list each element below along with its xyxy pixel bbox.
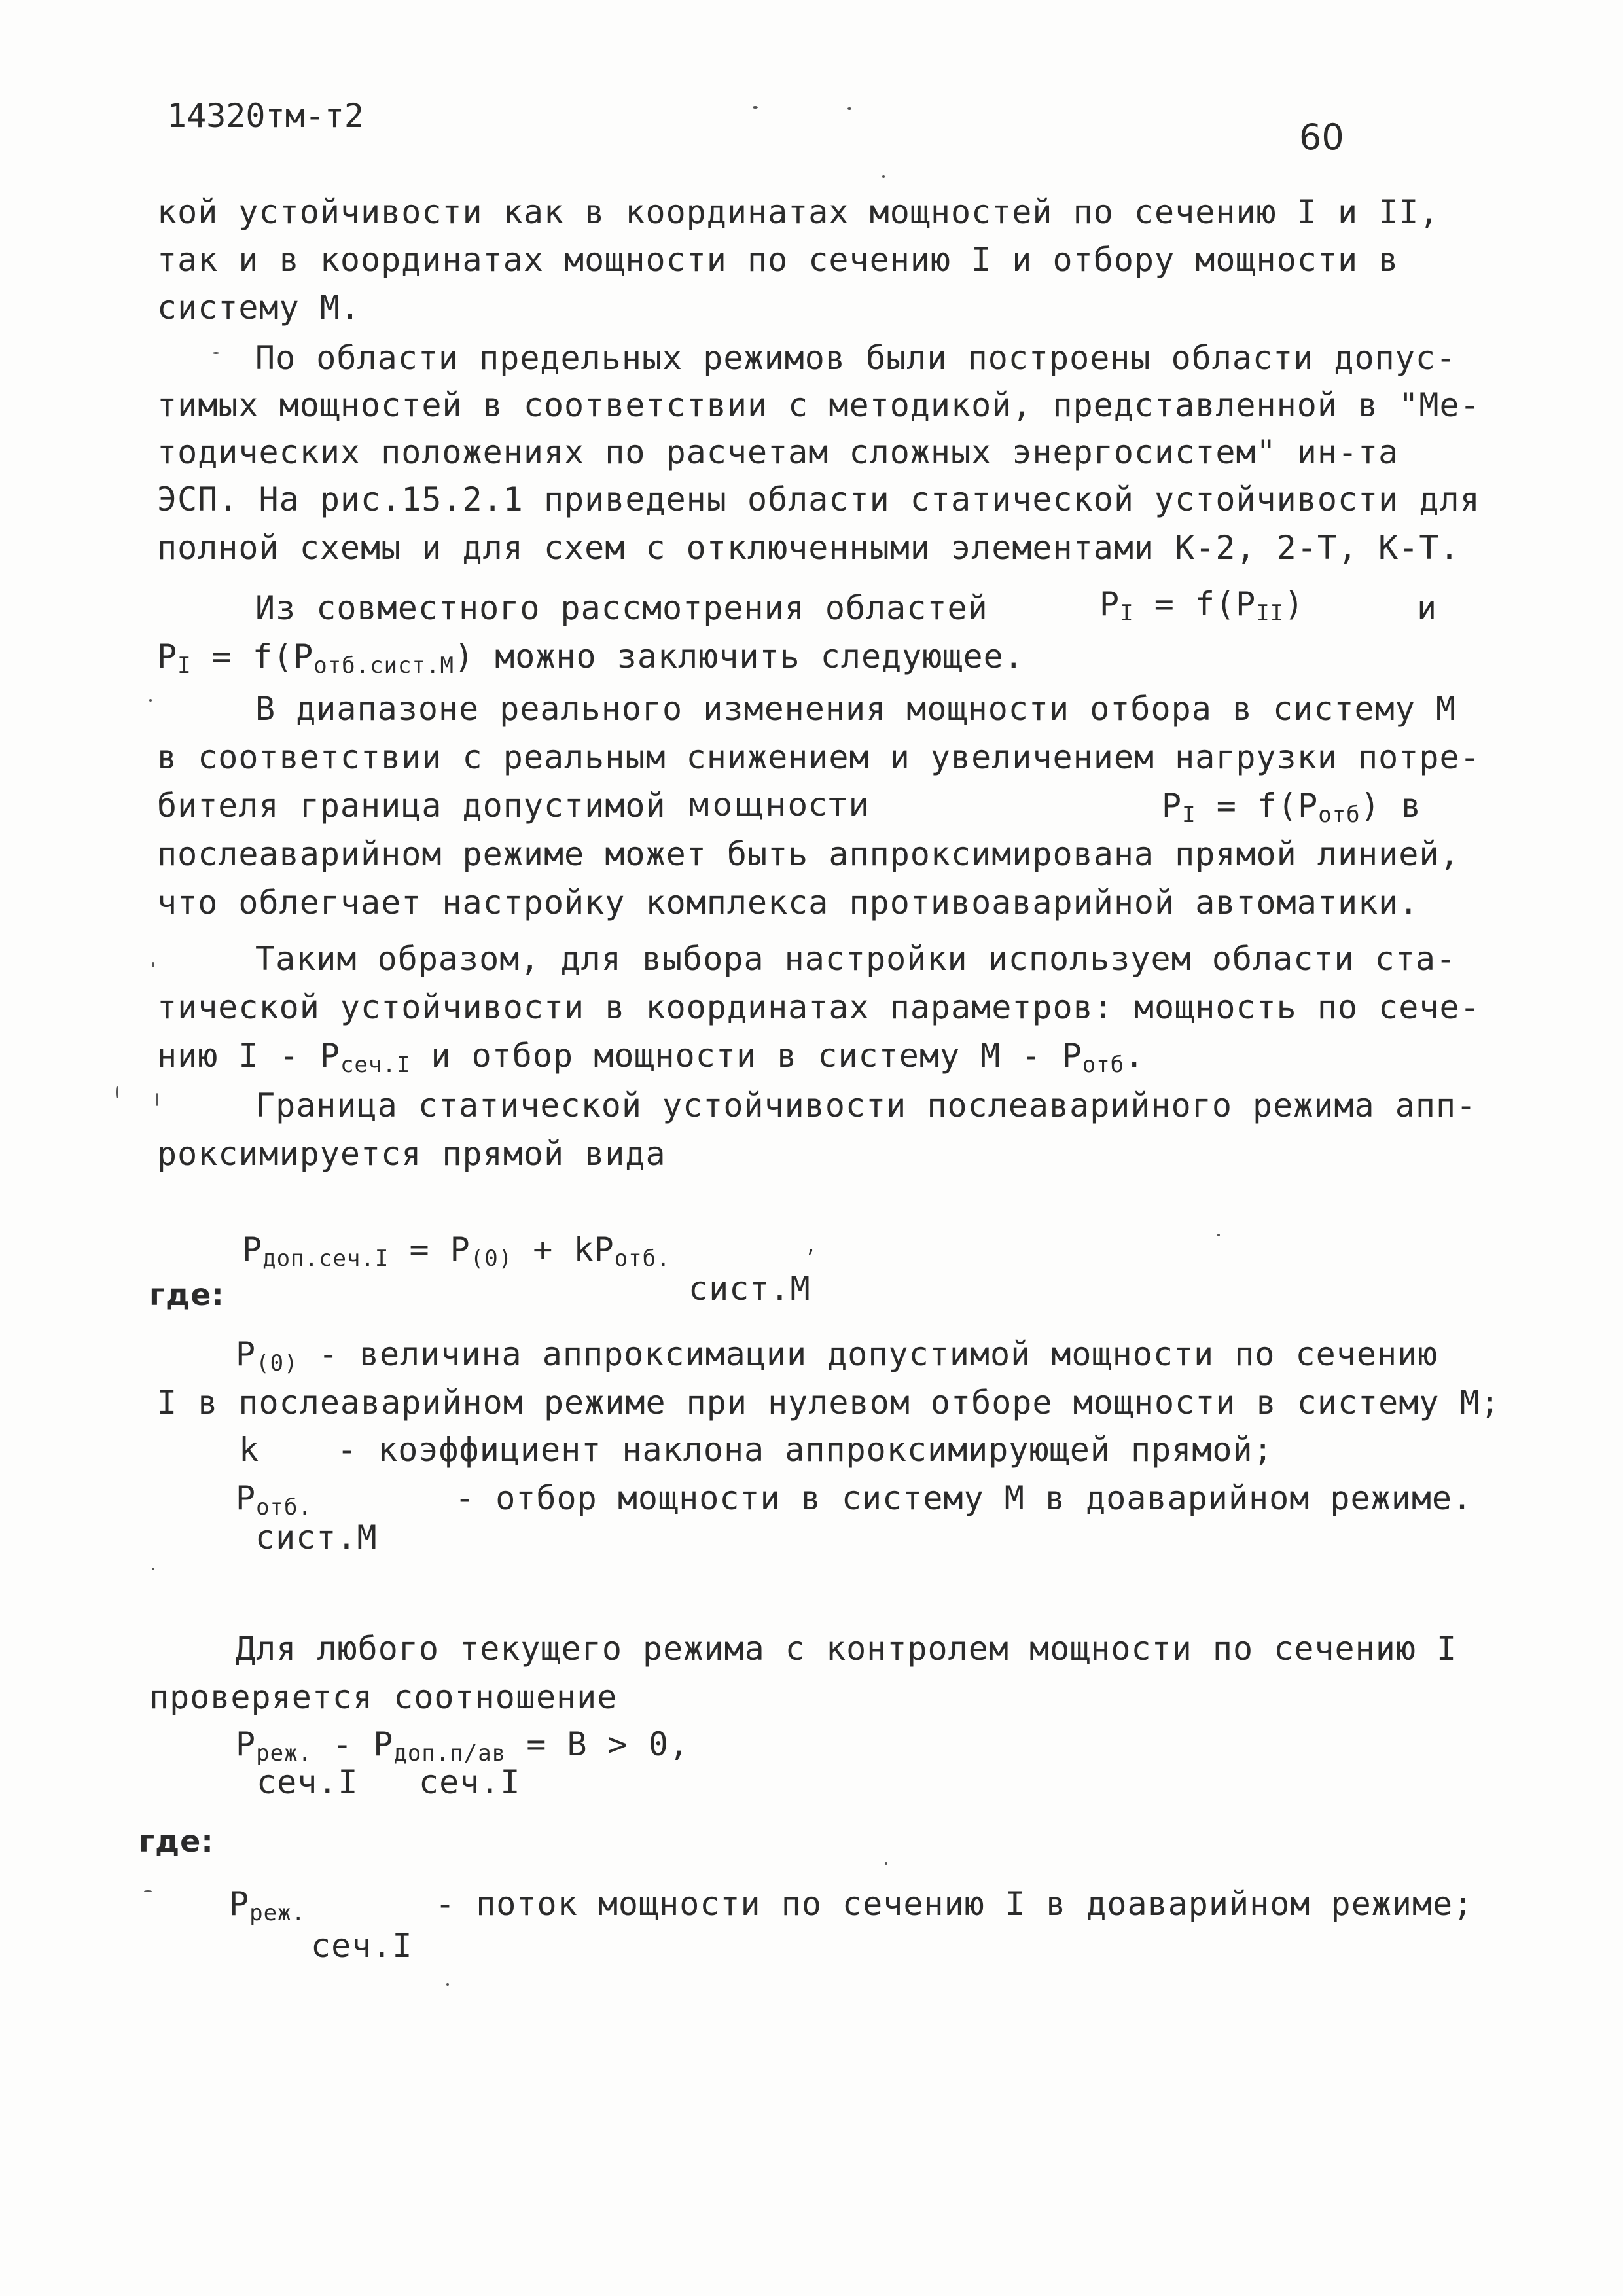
formula-symbol: P	[236, 1725, 257, 1763]
formula-text: = B > 0,	[506, 1725, 690, 1763]
formula-text: = f(P	[191, 637, 314, 675]
formula-subscript: I	[177, 653, 192, 679]
formula-symbol: P	[157, 637, 178, 675]
text-line: По области предельных режимов были построены области допус-	[255, 339, 1457, 377]
text-line: тодических положениях по расчетам сложных энергосистем" ин-та	[157, 433, 1399, 471]
formula-text: = P	[389, 1230, 471, 1268]
formula-subscript: сеч.I	[340, 1052, 411, 1078]
text-line: в соответствии с реальным снижением и увеличением нагрузки потре-	[157, 738, 1480, 776]
definition-text: - поток мощности по сечению I в доаварийном режиме;	[435, 1885, 1474, 1923]
formula-subscript: реж.	[249, 1900, 306, 1926]
formula-subscript: (0)	[470, 1246, 513, 1272]
text-line: тимых мощностей в соответствии с методикой, представленной в "Ме-	[157, 386, 1480, 424]
text-line: полной схемы и для схем с отключенными элементами К-2, 2-Т, К-Т.	[157, 529, 1460, 567]
where-label: где:	[149, 1277, 224, 1312]
formula-symbol-group	[229, 1885, 306, 1926]
definition-potb-symbol	[236, 1479, 312, 1520]
text-line: ЭСП. На рис.15.2.1 приведены области статической устойчивости для	[157, 480, 1480, 518]
formula-symbol: P	[1099, 585, 1120, 623]
text-line: тической устойчивости в координатах параметров: мощность по сече-	[157, 988, 1480, 1026]
formula-symbol: P	[229, 1885, 250, 1923]
formula-subscript: отб.сист.М	[313, 653, 454, 679]
scan-speck	[213, 352, 219, 354]
text-line	[157, 241, 1456, 279]
formula-symbol: P	[236, 1479, 257, 1517]
text-line: проверяется соотношение	[149, 1678, 618, 1716]
formula-subscript-below: сист.М	[255, 1518, 378, 1556]
text-line	[157, 193, 1456, 231]
scan-speck	[882, 175, 885, 178]
formula-subscript-below: сист.М	[688, 1270, 811, 1308]
line-text: и отбор мощности в систему М - P	[410, 1037, 1082, 1075]
formula-pi-potb	[157, 637, 1024, 679]
formula-mark: ,	[805, 1234, 818, 1257]
text-line: послеаварийном режиме может быть аппроксимирована прямой линией,	[157, 835, 1460, 873]
formula-subscript: отб	[1082, 1052, 1125, 1078]
text-line: Для любого текущего режима с контролем мощности по сечению I	[236, 1630, 1457, 1668]
line-text: нию I - P	[157, 1037, 340, 1075]
handwritten-word: мощности	[687, 787, 872, 823]
formula-main	[242, 1230, 671, 1272]
formula-main	[236, 1725, 689, 1767]
formula-subscript: отб.	[256, 1494, 312, 1520]
formula-subscript: доп.сеч.I	[262, 1246, 389, 1272]
formula-subscript: II	[1256, 600, 1285, 626]
text-line: Из совместного рассмотрения областей	[255, 589, 988, 627]
formula-pi-pii	[1099, 585, 1304, 626]
text-line: что облегчает настройку комплекса противоаварийной автоматики.	[157, 884, 1419, 922]
text-line: роксимируется прямой вида	[157, 1135, 666, 1173]
scan-speck	[156, 1093, 158, 1106]
formula-symbol: P	[236, 1335, 257, 1373]
scan-speck	[152, 962, 154, 967]
formula-subscript-below: сеч.I	[311, 1927, 413, 1965]
formula-subscript-below: сеч.I	[257, 1763, 359, 1801]
formula-symbol: P	[1162, 787, 1183, 825]
scan-speck	[116, 1086, 118, 1098]
definition-potb-text: - отбор мощности в систему М в доаварийном режиме.	[455, 1479, 1473, 1517]
scan-speck	[1217, 1234, 1220, 1236]
formula-subscript: отб.	[614, 1246, 671, 1272]
formula-pi-potb-short	[1162, 787, 1421, 828]
formula-symbol: P	[242, 1230, 263, 1268]
scan-speck	[144, 1890, 152, 1892]
text-line: систему М.	[157, 289, 361, 327]
scan-speck	[149, 699, 152, 702]
formula-subscript: (0)	[256, 1350, 298, 1376]
formula-subscript: I	[1182, 802, 1196, 828]
line-text: кой устойчивости как в координатах мощностей по сечению I и II,	[157, 193, 1440, 231]
line-text: .	[1124, 1037, 1145, 1075]
line-text: так и в координатах мощности по сечению I и отбору мощности в	[157, 241, 1399, 279]
where-label: где:	[139, 1823, 214, 1859]
text-line: Таким образом, для выбора настройки используем области ста-	[255, 940, 1457, 978]
text-line: В диапазоне реального изменения мощности отбора в систему М	[255, 690, 1457, 728]
formula-text: ) можно заключить следующее.	[454, 637, 1024, 675]
definition-k-text: - коэффициент наклона аппроксимирующей прямой;	[337, 1431, 1274, 1469]
text-line: бителя граница допустимой	[157, 787, 666, 825]
document-code: 14320тм-т2	[167, 97, 365, 135]
formula-subscript-below: сеч.I	[419, 1763, 521, 1801]
scan-speck	[446, 1983, 449, 1986]
formula-text: - P	[312, 1725, 394, 1763]
formula-text: )	[1284, 585, 1305, 623]
scan-speck	[885, 1862, 887, 1865]
formula-text: = f(P	[1196, 787, 1319, 825]
text-line-tail: и	[1417, 589, 1438, 627]
formula-subscript: реж.	[256, 1740, 312, 1767]
text-line: I в послеаварийном режиме при нулевом отборе мощности в систему М;	[157, 1384, 1501, 1422]
formula-subscript: отб	[1318, 802, 1361, 828]
definition-text: - величина аппроксимации допустимой мощности по сечению	[298, 1335, 1438, 1373]
definition-k-symbol: k	[239, 1431, 260, 1469]
formula-text: ) в	[1360, 787, 1421, 825]
scan-speck	[847, 107, 851, 110]
formula-text: + kP	[512, 1230, 615, 1268]
formula-text: = f(P	[1133, 585, 1257, 623]
formula-subscript: доп.п/ав	[393, 1740, 507, 1767]
scan-speck	[753, 106, 758, 109]
scan-speck	[152, 1568, 154, 1570]
formula-subscript: I	[1120, 600, 1134, 626]
text-line: Граница статической устойчивости послеаварийного режима апп-	[255, 1086, 1477, 1124]
definition-p0	[236, 1335, 1438, 1376]
page-number: 60	[1299, 117, 1344, 158]
text-line	[157, 1037, 1145, 1078]
